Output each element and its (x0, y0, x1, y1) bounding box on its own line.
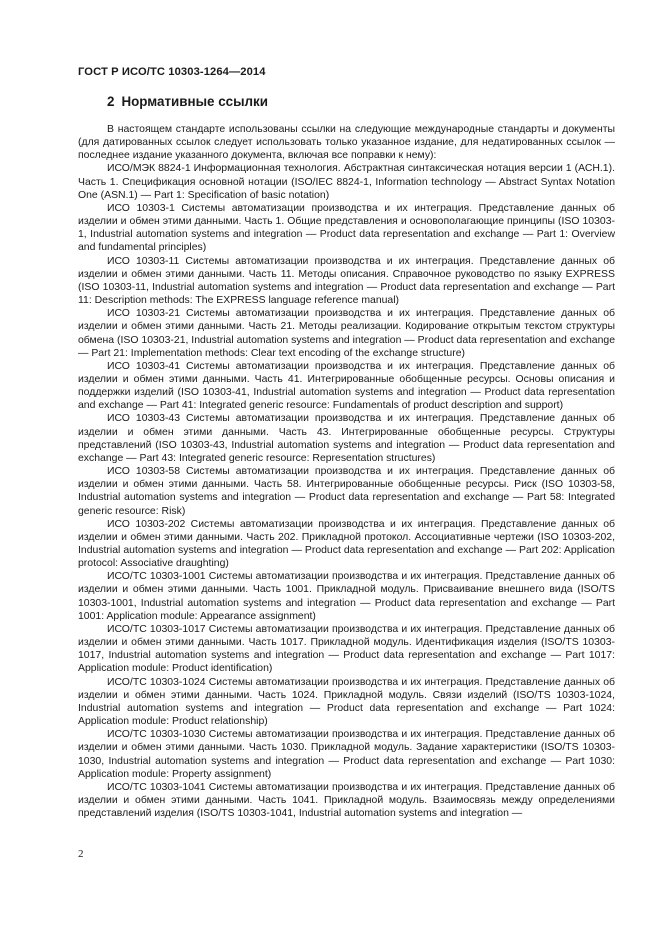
reference-iso-iec-8824-1: ИСО/МЭК 8824-1 Информационная технология. Абстрактная синтаксическая нотация версии 1 (АСН.1). Часть 1. Спецификация основной нотации (ISO/IEC 8824-1, Information technology — Abstract Syntax Notation One (ASN.1) — Part 1: Specification of basic notation) (78, 163, 615, 201)
reference-iso-ts-10303-1041: ИСО/ТС 10303-1041 Системы автоматизации производства и их интеграция. Представление данных об изделии и обмен этими данными. Часть 1041. Прикладной модуль. Взаимосвязь между определениями представлений изделия (ISO/TS 10303-1041, Industrial automation systems and integration — (78, 781, 615, 820)
reference-iso-ts-10303-1030: ИСО/ТС 10303-1030 Системы автоматизации производства и их интеграция. Представление данных об изделии и обмен этими данными. Часть 1030. Прикладной модуль. Задание характеристики (ISO/TS 10303-1030, Industrial automation systems and integration — Product data representation and exchange — Part 1030: Application module: Property assignment) (78, 729, 615, 780)
reference-iso-10303-202: ИСО 10303-202 Системы автоматизации производства и их интеграция. Представление данных об изделии и обмен этими данными. Часть 202. Прикладной протокол. Ассоциативные чертежи (ISO 10303-202, Industrial automation systems and integration — Product data representation and exchange — Part 202: Application protocol: Associative draughting) (78, 518, 615, 570)
section-heading (107, 94, 268, 109)
reference-iso-10303-21: ИСО 10303-21 Системы автоматизации производства и их интеграция. Представление данных об изделии и обмен этими данными. Часть 21. Методы реализации. Кодирование открытым текстом структуры обмена (ISO 10303-21, Industrial automation systems and integration — Product data representation and exchange — Part 21: Implementation methods: Clear text encoding of the exchange structure) (78, 308, 615, 359)
reference-iso-ts-10303-1024: ИСО/ТС 10303-1024 Системы автоматизации производства и их интеграция. Представление данных об изделии и обмен этими данными. Часть 1024. Прикладной модуль. Связи изделий (ISO/TS 10303-1024, Industrial automation systems and integration — Product data representation and exchange — Part 1024: Application module: Product relationship) (78, 676, 615, 728)
reference-iso-10303-58: ИСО 10303-58 Системы автоматизации производства и их интеграция. Представление данных об изделии и обмен этими данными. Часть 58. Интегрированные обобщенные ресурсы. Риск (ISO 10303-58, Industrial automation systems and integration — Product data representation and exchange — Part 58: Integrated generic resource: Risk) (78, 466, 615, 517)
section-body (78, 123, 615, 820)
reference-iso-10303-43: ИСО 10303-43 Системы автоматизации производства и их интеграция. Представление данных об изделии и обмен этими данными. Часть 43. Интегрированные обобщенные ресурсы. Структуры представлений (ISO 10303-43, Industrial automation systems and integration — Product data representation and exchange — Part 43: Integrated generic resource: Representation structures) (78, 413, 615, 464)
section-number: 2 (107, 94, 115, 109)
page-number: 2 (78, 848, 84, 860)
intro-paragraph: В настоящем стандарте использованы ссылки на следующие международные стандарты и документы (для датированных ссылок следует использовать только указанное издание, для недатированных ссылок — последнее издание указанного документа, включая все поправки к нему): (78, 124, 615, 162)
reference-iso-ts-10303-1017: ИСО/ТС 10303-1017 Системы автоматизации производства и их интеграция. Представление данных об изделии и обмен этими данными. Часть 1017. Прикладной модуль. Идентификация изделия (ISO/TS 10303-1017, Industrial automation systems and integration — Product data representation and exchange — Part 1017: Application module: Product identification) (78, 623, 615, 675)
reference-iso-ts-10303-1001: ИСО/ТС 10303-1001 Системы автоматизации производства и их интеграция. Представление данных об изделии и обмен этими данными. Часть 1001. Прикладной модуль. Присваивание внешнего вида (ISO/TS 10303-1001, Industrial automation systems and integration — Product data representation and exchange — Part 1001: Application module: Appearance assignment) (78, 571, 615, 622)
reference-iso-10303-11: ИСО 10303-11 Системы автоматизации производства и их интеграция. Представление данных об изделии и обмен этими данными. Часть 11. Методы описания. Справочное руководство по языку EXPRESS (ISO 10303-11, Industrial automation systems and integration — Product data representation and exchange — Part 11: Description methods: The EXPRESS language reference manual) (78, 255, 615, 307)
document-header: ГОСТ Р ИСО/ТС 10303-1264—2014 (78, 66, 266, 78)
reference-iso-10303-41: ИСО 10303-41 Системы автоматизации производства и их интеграция. Представление данных об изделии и обмен этими данными. Часть 41. Интегрированные обобщенные ресурсы. Основы описания и поддержки изделий (ISO 10303-41, Industrial automation systems and integration — Product data representation and exchange — Part 41: Integrated generic resource: Fundamentals of product description and support) (78, 360, 615, 412)
reference-iso-10303-1: ИСО 10303-1 Системы автоматизации производства и их интеграция. Представление данных об изделии и обмен этими данными. Часть 1. Общие представления и основополагающие принципы (ISO 10303-1, Industrial automation systems and integration — Product data representation and exchange — Part 1: Overview and fundamental principles) (78, 202, 615, 254)
section-title-text: Нормативные ссылки (121, 94, 268, 109)
